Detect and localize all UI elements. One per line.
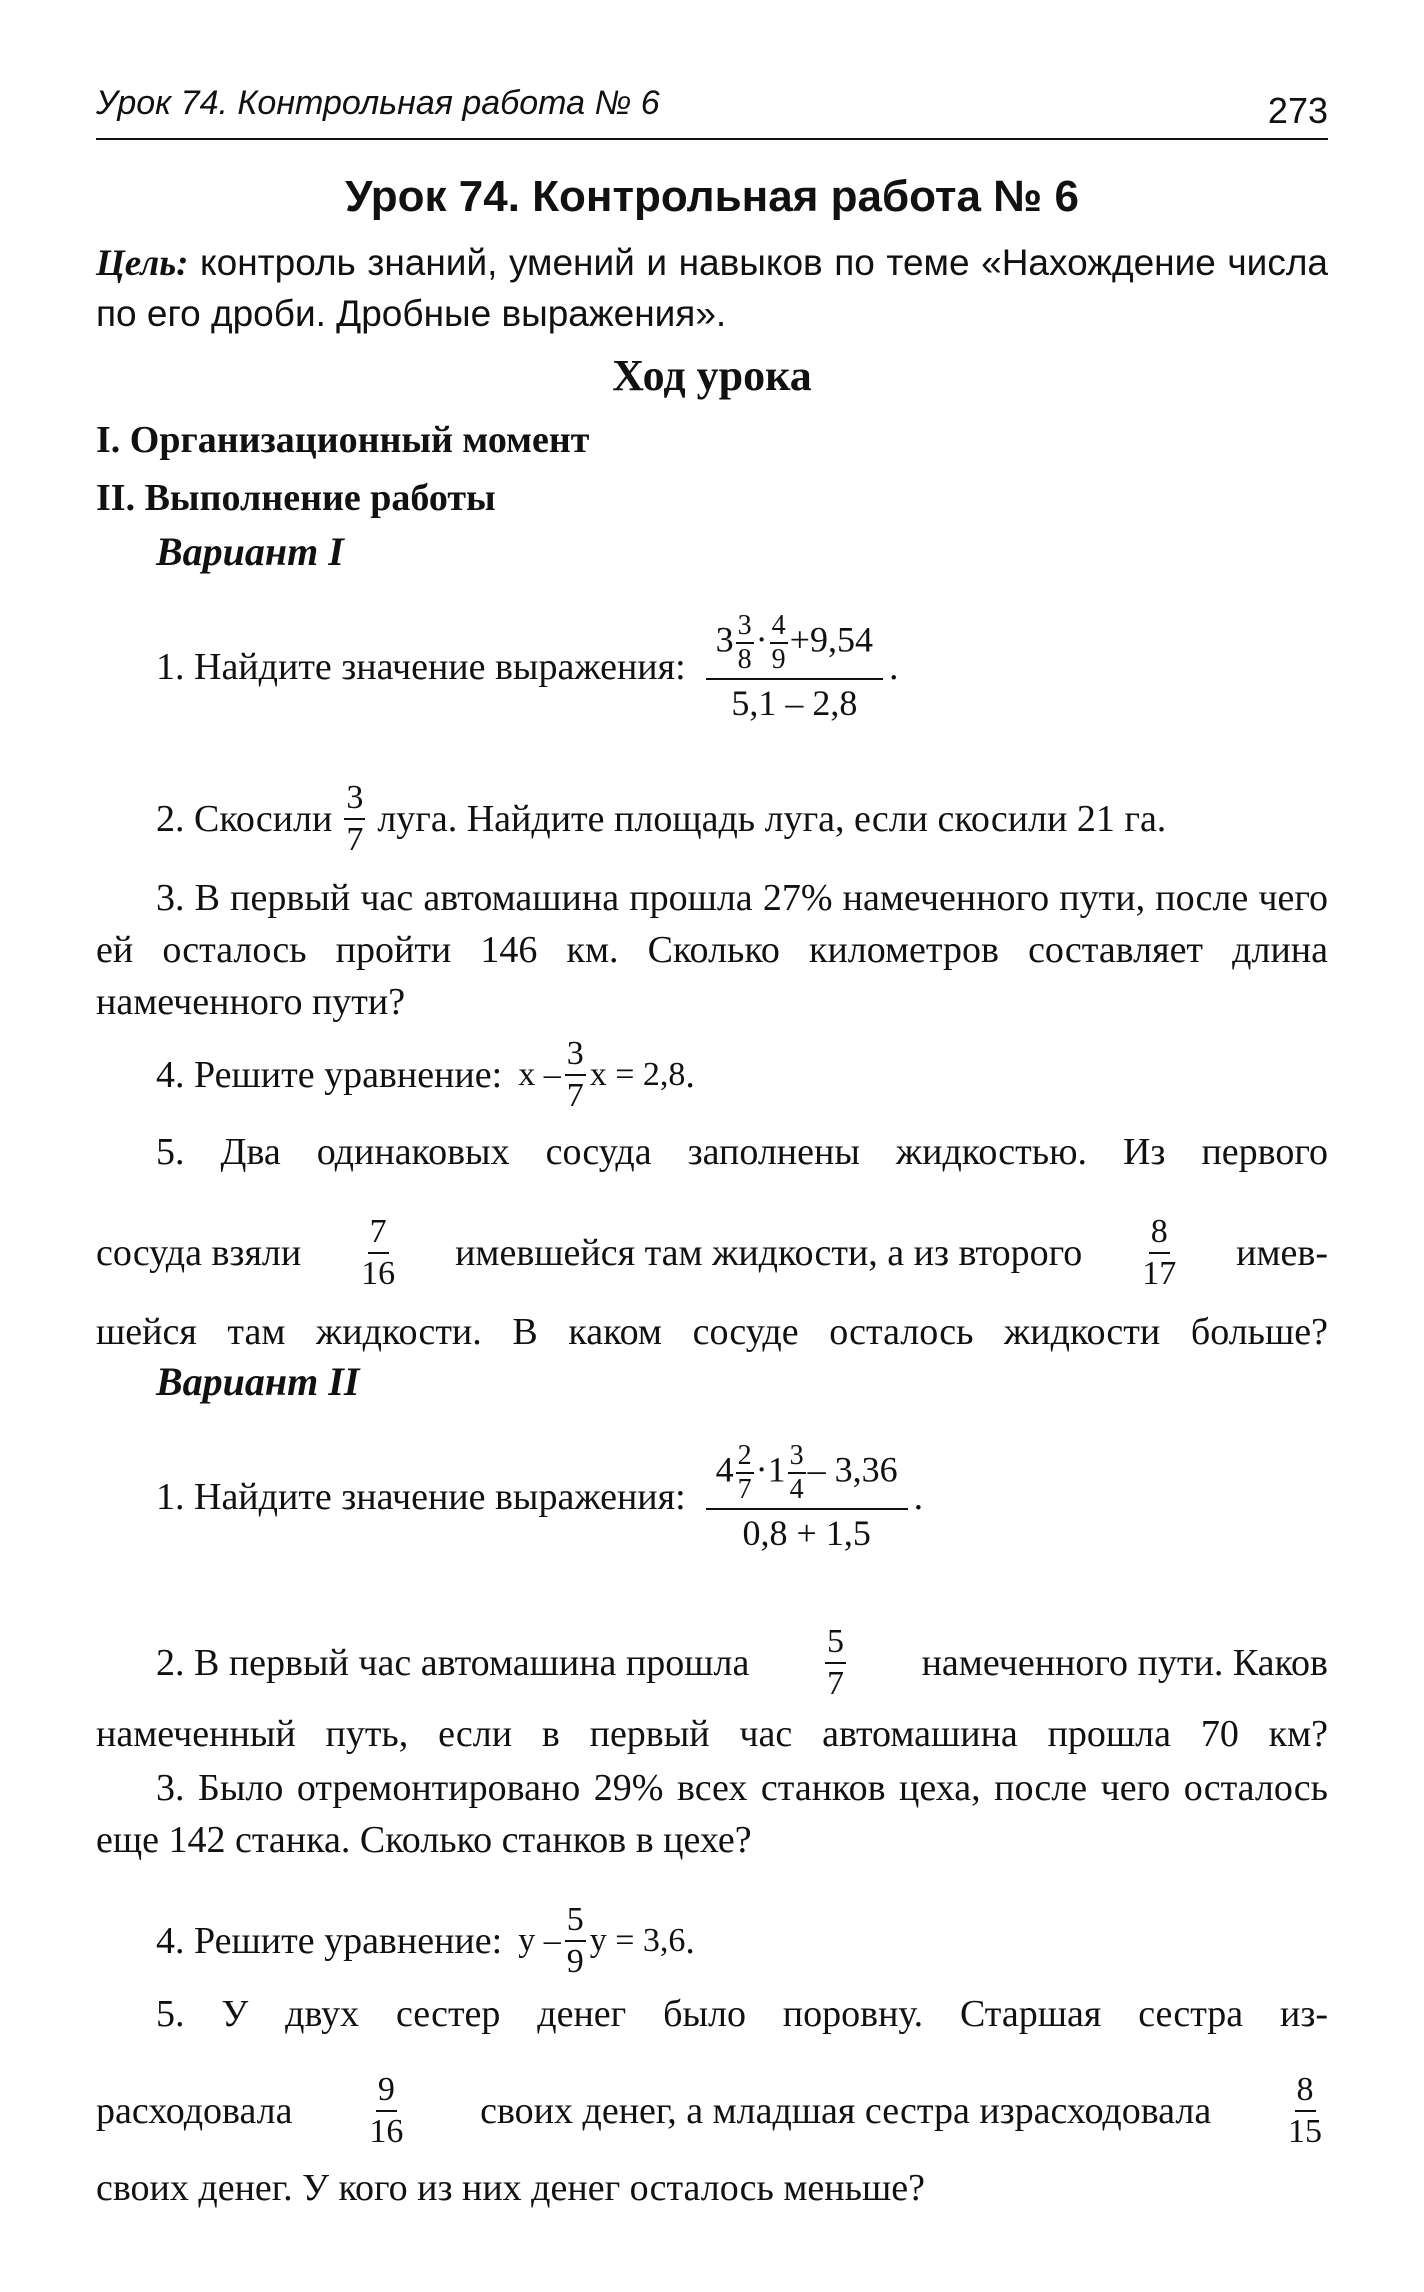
fraction xyxy=(736,610,754,676)
goal-label: Цель: xyxy=(96,243,189,284)
frac-num: 3 xyxy=(788,1440,806,1474)
frac-den: 7 xyxy=(826,1665,844,1702)
v2-task-5-line-2 xyxy=(96,2070,1328,2152)
task-text: луга. Найдите площадь луга, если скосили 21 га. xyxy=(377,798,1167,840)
v1-task-3: 3. В первый час автомашина прошла 27% намеченного пути, после чего ей осталось пройти 146 км. Сколько километров составляет длина намеченного пути? xyxy=(96,877,1328,1023)
frac-den: 9 xyxy=(566,1943,584,1980)
fraction xyxy=(344,778,365,860)
task-text: 2. В первый час автомашина прошла xyxy=(156,1642,750,1684)
v1-task-2 xyxy=(156,778,1166,860)
running-header: Урок 74. Контрольная работа № 6 xyxy=(96,84,660,122)
frac-num: 3 xyxy=(736,610,754,644)
mixed-whole: 4 xyxy=(715,1449,734,1490)
fraction xyxy=(1286,2070,1324,2152)
frac-den: 7 xyxy=(566,1077,584,1114)
expr-denominator: 0,8 + 1,5 xyxy=(742,1513,871,1553)
fraction xyxy=(565,1034,586,1116)
expr-numerator xyxy=(706,1440,908,1510)
v2-task-1-text: 1. Найдите значение выражения: xyxy=(156,1476,686,1518)
frac-den: 7 xyxy=(346,821,364,858)
frac-num: 5 xyxy=(565,1900,586,1942)
mult-sign: · xyxy=(755,1449,768,1490)
frac-den: 8 xyxy=(737,644,752,675)
v1-task-5-line-2 xyxy=(96,1212,1328,1294)
task-text: 4. Решите уравнение: xyxy=(156,1920,503,1962)
fraction xyxy=(1140,1212,1178,1294)
task-text: своих денег, а младшая сестра израсходовала xyxy=(480,2090,1212,2132)
equation-part: y = 3,6 xyxy=(589,1922,686,1959)
mult-sign: · xyxy=(755,619,768,660)
fraction xyxy=(825,1622,846,1704)
mixed-whole: 1 xyxy=(767,1449,786,1490)
lesson-plan-heading: Ход урока xyxy=(612,351,812,400)
task-text: сосуда взяли xyxy=(96,1232,302,1274)
task-text: расходовала xyxy=(96,2090,293,2132)
frac-num: 3 xyxy=(565,1034,586,1076)
task-text: имевшейся там жидкости, а из второго xyxy=(455,1232,1083,1274)
frac-num: 7 xyxy=(368,1212,389,1254)
period: . xyxy=(685,1054,695,1096)
v1-task-1 xyxy=(156,610,898,724)
v2-task-5-line-3: своих денег. У кого из них денег осталось меньше? xyxy=(96,2167,925,2209)
addend: +9,54 xyxy=(789,619,873,660)
task-text: 2. Скосили xyxy=(156,798,333,840)
fraction xyxy=(367,2070,405,2152)
frac-den: 16 xyxy=(361,1255,396,1292)
period: . xyxy=(913,1476,924,1518)
header-rule xyxy=(96,138,1328,140)
frac-num: 8 xyxy=(1295,2070,1316,2112)
equation-part: x = 2,8 xyxy=(589,1056,686,1093)
v2-task-2-line-2: намеченный путь, если в первый час автомашина прошла 70 км? xyxy=(96,1713,1328,1755)
fraction xyxy=(770,610,788,676)
v2-task-4 xyxy=(156,1900,695,1982)
period: . xyxy=(685,1920,695,1962)
v1-task-5-line-3: шейся там жидкости. В каком сосуде осталось жидкости больше? xyxy=(96,1311,1328,1353)
period: . xyxy=(888,646,899,688)
v2-task-3: 3. Было отремонтировано 29% всех станков цеха, после чего осталось еще 142 станка. Сколько станков в цехе? xyxy=(96,1767,1328,1861)
variant-1-label: Вариант I xyxy=(156,529,344,574)
frac-den: 17 xyxy=(1142,1255,1177,1292)
frac-num: 3 xyxy=(344,778,365,820)
v1-task-1-expression xyxy=(706,610,883,724)
variant-2-label: Вариант II xyxy=(156,1359,360,1404)
v2-task-1 xyxy=(156,1440,923,1554)
task-text: 4. Решите уравнение: xyxy=(156,1054,503,1096)
frac-num: 9 xyxy=(376,2070,397,2112)
fraction xyxy=(736,1440,754,1506)
goal-paragraph xyxy=(96,238,1328,339)
equation-part: y – xyxy=(518,1922,561,1959)
section-work: II. Выполнение работы xyxy=(96,477,496,519)
section-organizational: I. Организационный момент xyxy=(96,419,590,461)
frac-num: 8 xyxy=(1149,1212,1170,1254)
goal-text: контроль знаний, умений и навыков по теме «Нахождение числа по его дроби. Дробные выражения». xyxy=(96,242,1328,334)
fraction xyxy=(359,1212,397,1294)
expr-denominator: 5,1 – 2,8 xyxy=(731,683,858,723)
v1-task-4 xyxy=(156,1034,695,1116)
expr-numerator xyxy=(706,610,883,680)
task-text: имев- xyxy=(1236,1232,1328,1274)
v2-task-2-line-1 xyxy=(156,1622,1328,1704)
v2-task-1-expression xyxy=(706,1440,908,1554)
lesson-title: Урок 74. Контрольная работа № 6 xyxy=(345,172,1079,221)
frac-den: 4 xyxy=(789,1474,804,1505)
page-number: 273 xyxy=(1267,90,1328,131)
frac-den: 7 xyxy=(737,1474,752,1505)
v1-task-1-text: 1. Найдите значение выражения: xyxy=(156,646,686,688)
frac-num: 5 xyxy=(825,1622,846,1664)
frac-den: 16 xyxy=(369,2113,404,2150)
frac-den: 9 xyxy=(771,644,786,675)
frac-num: 4 xyxy=(770,610,788,644)
frac-den: 15 xyxy=(1288,2113,1322,2150)
subtrahend: – 3,36 xyxy=(807,1449,898,1490)
frac-num: 2 xyxy=(736,1440,754,1474)
fraction xyxy=(788,1440,806,1506)
fraction xyxy=(565,1900,586,1982)
task-text: намеченного пути. Каков xyxy=(921,1642,1328,1684)
v2-task-5-line-1: 5. У двух сестер денег было поровну. Старшая сестра из- xyxy=(156,1993,1328,2035)
equation-part: x – xyxy=(518,1056,561,1093)
mixed-whole: 3 xyxy=(715,619,734,660)
v1-task-5-line-1: 5. Два одинаковых сосуда заполнены жидкостью. Из первого xyxy=(156,1131,1328,1173)
